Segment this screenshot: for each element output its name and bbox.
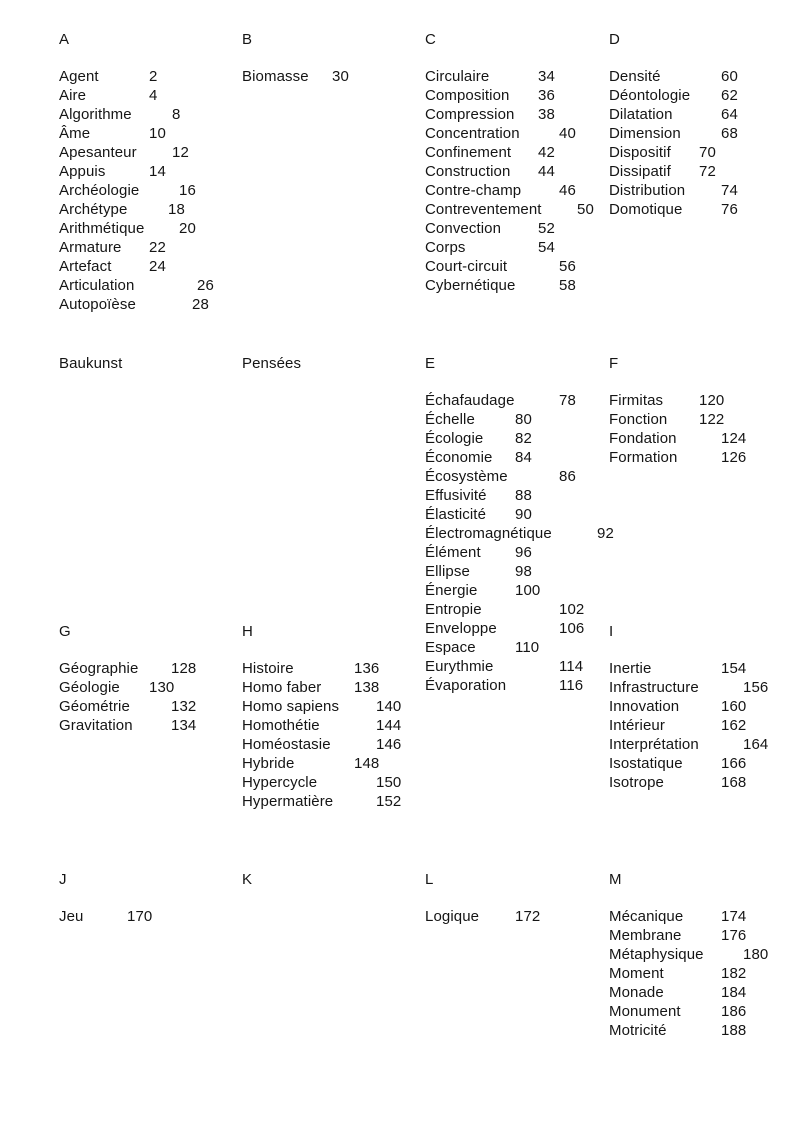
entry-term: Archétype — [59, 201, 128, 218]
entry-page-number: 100 — [515, 582, 541, 599]
entry-page-number: 166 — [721, 755, 747, 772]
index-entry — [242, 659, 380, 678]
entry-page-number: 132 — [171, 698, 197, 715]
entry-page-number: 160 — [721, 698, 747, 715]
entry-page-number: 150 — [376, 774, 402, 791]
entry-page-number: 52 — [538, 220, 555, 237]
entry-page-number: 38 — [538, 106, 555, 123]
entry-term: Isostatique — [609, 755, 683, 772]
index-entry — [242, 773, 402, 792]
index-entry — [425, 524, 614, 543]
entry-term: Appuis — [59, 163, 106, 180]
entry-term: Eurythmie — [425, 658, 494, 675]
index-entry — [59, 67, 158, 86]
index-entry — [609, 143, 716, 162]
index-entry — [425, 486, 552, 505]
index-entry — [59, 219, 196, 238]
entry-page-number: 40 — [559, 125, 576, 142]
entry-list — [609, 907, 769, 1040]
entry-term: Jeu — [59, 908, 84, 925]
entry-page-number: 8 — [172, 106, 181, 123]
entry-page-number: 86 — [559, 468, 576, 485]
entry-page-number: 174 — [721, 908, 747, 925]
index-entry — [609, 697, 747, 716]
entry-page-number: 20 — [179, 220, 196, 237]
entry-term: Contre-champ — [425, 182, 522, 199]
index-entry — [609, 983, 747, 1002]
index-entry — [425, 657, 584, 676]
entry-page-number: 80 — [515, 411, 532, 428]
entry-term: Échafaudage — [425, 392, 515, 409]
index-entry — [425, 124, 576, 143]
entry-term: Élément — [425, 544, 481, 561]
entry-page-number: 128 — [171, 660, 197, 677]
index-entry — [59, 659, 197, 678]
entry-term: Court-circuit — [425, 258, 508, 275]
entry-term: Ellipse — [425, 563, 470, 580]
entry-page-number: 116 — [559, 677, 584, 694]
entry-term: Infrastructure — [609, 679, 699, 696]
index-entry — [609, 907, 747, 926]
entry-page-number: 124 — [721, 430, 747, 447]
section-heading: L — [425, 871, 434, 888]
index-entry — [425, 391, 576, 410]
entry-page-number: 130 — [149, 679, 175, 696]
index-entry — [242, 697, 402, 716]
section-heading: B — [242, 31, 253, 48]
entry-term: Économie — [425, 449, 493, 466]
index-entry — [425, 238, 555, 257]
entry-page-number: 114 — [559, 658, 584, 675]
index-entry — [609, 1021, 747, 1040]
entry-term: Logique — [425, 908, 480, 925]
index-entry — [609, 105, 738, 124]
entry-term: Gravitation — [59, 717, 133, 734]
entry-term: Concentration — [425, 125, 520, 142]
entry-term: Biomasse — [242, 68, 309, 85]
entry-page-number: 180 — [743, 946, 769, 963]
entry-term: Densité — [609, 68, 661, 85]
index-entry — [609, 391, 725, 410]
entry-term: Échelle — [425, 411, 475, 428]
entry-term: Hypermatière — [242, 793, 334, 810]
entry-page-number: 4 — [149, 87, 158, 104]
entry-page-number: 64 — [721, 106, 738, 123]
index-entry — [609, 86, 738, 105]
entry-term: Dispositif — [609, 144, 671, 161]
entry-page-number: 106 — [559, 620, 585, 637]
index-entry — [59, 907, 153, 926]
entry-page-number: 188 — [721, 1022, 747, 1039]
entry-page-number: 182 — [721, 965, 747, 982]
entry-term: Énergie — [425, 582, 478, 599]
index-entry — [425, 276, 576, 295]
index-entry — [609, 410, 725, 429]
index-entry — [425, 907, 541, 926]
index-entry — [425, 429, 552, 448]
entry-page-number: 76 — [721, 201, 738, 218]
index-entry — [425, 619, 585, 638]
index-entry — [609, 716, 747, 735]
entry-list — [609, 391, 747, 467]
entry-term: Corps — [425, 239, 466, 256]
entry-term: Agent — [59, 68, 99, 85]
entry-page-number: 44 — [538, 163, 555, 180]
entry-list — [59, 67, 214, 314]
section-heading: E — [425, 355, 436, 372]
index-entry — [609, 200, 738, 219]
entry-term: Contreventement — [425, 201, 542, 218]
entry-term: Cybernétique — [425, 277, 516, 294]
index-entry — [59, 181, 196, 200]
entry-term: Isotrope — [609, 774, 664, 791]
index-entry — [425, 543, 552, 562]
entry-page-number: 2 — [149, 68, 158, 85]
entry-term: Distribution — [609, 182, 686, 199]
entry-page-number: 126 — [721, 449, 747, 466]
entry-term: Inertie — [609, 660, 652, 677]
entry-page-number: 62 — [721, 87, 738, 104]
entry-term: Articulation — [59, 277, 135, 294]
entry-list — [609, 659, 769, 792]
entry-page-number: 34 — [538, 68, 555, 85]
entry-term: Homo faber — [242, 679, 322, 696]
index-entry — [425, 257, 576, 276]
entry-term: Évaporation — [425, 677, 507, 694]
entry-term: Dilatation — [609, 106, 673, 123]
entry-list — [59, 659, 197, 735]
entry-page-number: 186 — [721, 1003, 747, 1020]
entry-list — [425, 391, 614, 695]
entry-term: Apesanteur — [59, 144, 137, 161]
entry-term: Âme — [59, 125, 91, 142]
entry-page-number: 68 — [721, 125, 738, 142]
section-heading: A — [59, 31, 70, 48]
entry-term: Hybride — [242, 755, 295, 772]
index-entry — [242, 678, 380, 697]
index-entry — [425, 581, 552, 600]
entry-term: Monument — [609, 1003, 681, 1020]
index-entry — [242, 67, 349, 86]
entry-page-number: 92 — [597, 525, 614, 542]
index-entry — [425, 562, 552, 581]
entry-term: Écosystème — [425, 468, 508, 485]
entry-term: Armature — [59, 239, 122, 256]
entry-term: Autopoïèse — [59, 296, 136, 313]
entry-term: Dimension — [609, 125, 681, 142]
entry-page-number: 136 — [354, 660, 380, 677]
entry-term: Firmitas — [609, 392, 664, 409]
index-entry — [425, 448, 552, 467]
entry-list — [425, 907, 541, 926]
entry-term: Convection — [425, 220, 502, 237]
entry-page-number: 42 — [538, 144, 555, 161]
entry-term: Homéostasie — [242, 736, 331, 753]
index-entry — [59, 678, 175, 697]
index-entry — [609, 67, 738, 86]
section-heading: M — [609, 871, 622, 888]
index-entry — [59, 143, 189, 162]
entry-term: Fondation — [609, 430, 677, 447]
index-entry — [425, 467, 576, 486]
entry-term: Histoire — [242, 660, 294, 677]
index-entry — [609, 754, 747, 773]
section-heading: G — [59, 623, 71, 640]
entry-page-number: 152 — [376, 793, 402, 810]
entry-page-number: 156 — [743, 679, 769, 696]
section-heading: K — [242, 871, 253, 888]
entry-page-number: 82 — [515, 430, 532, 447]
entry-list — [609, 67, 738, 219]
entry-page-number: 170 — [127, 908, 153, 925]
section-heading: D — [609, 31, 620, 48]
index-entry — [59, 162, 166, 181]
entry-term: Algorithme — [59, 106, 132, 123]
entry-page-number: 18 — [168, 201, 185, 218]
index-entry — [425, 505, 552, 524]
entry-page-number: 88 — [515, 487, 532, 504]
entry-term: Élasticité — [425, 506, 487, 523]
entry-page-number: 184 — [721, 984, 747, 1001]
entry-page-number: 154 — [721, 660, 747, 677]
section-heading: F — [609, 355, 619, 372]
index-entry — [609, 773, 747, 792]
entry-term: Entropie — [425, 601, 482, 618]
index-entry — [242, 716, 402, 735]
entry-page-number: 110 — [515, 639, 540, 656]
index-entry — [609, 162, 716, 181]
index-entry — [609, 181, 738, 200]
entry-term: Intérieur — [609, 717, 665, 734]
entry-page-number: 144 — [376, 717, 402, 734]
section-heading: Pensées — [242, 355, 302, 372]
entry-term: Métaphysique — [609, 946, 704, 963]
entry-page-number: 50 — [577, 201, 594, 218]
entry-page-number: 146 — [376, 736, 402, 753]
index-entry — [425, 86, 555, 105]
entry-page-number: 70 — [699, 144, 716, 161]
section-heading: C — [425, 31, 436, 48]
entry-page-number: 74 — [721, 182, 738, 199]
entry-list — [242, 659, 402, 811]
index-entry — [609, 448, 747, 467]
index-entry — [59, 86, 158, 105]
index-entry — [609, 124, 738, 143]
entry-term: Monade — [609, 984, 664, 1001]
index-entry — [425, 105, 555, 124]
index-entry — [59, 238, 166, 257]
entry-term: Arithmétique — [59, 220, 145, 237]
entry-term: Motricité — [609, 1022, 667, 1039]
entry-page-number: 120 — [699, 392, 725, 409]
entry-page-number: 72 — [699, 163, 716, 180]
entry-term: Confinement — [425, 144, 512, 161]
entry-term: Domotique — [609, 201, 683, 218]
entry-page-number: 138 — [354, 679, 380, 696]
entry-term: Construction — [425, 163, 511, 180]
entry-term: Enveloppe — [425, 620, 497, 637]
index-entry — [242, 754, 380, 773]
entry-term: Déontologie — [609, 87, 691, 104]
entry-term: Géographie — [59, 660, 139, 677]
section-heading: H — [242, 623, 253, 640]
entry-term: Géométrie — [59, 698, 130, 715]
entry-page-number: 54 — [538, 239, 555, 256]
entry-page-number: 78 — [559, 392, 576, 409]
entry-term: Effusivité — [425, 487, 487, 504]
entry-page-number: 60 — [721, 68, 738, 85]
index-entry — [425, 181, 576, 200]
index-entry — [609, 926, 747, 945]
index-entry — [59, 295, 209, 314]
entry-term: Interprétation — [609, 736, 699, 753]
index-entry — [242, 792, 402, 811]
entry-page-number: 36 — [538, 87, 555, 104]
index-entry — [425, 143, 555, 162]
entry-page-number: 122 — [699, 411, 725, 428]
index-entry — [425, 410, 552, 429]
entry-page-number: 14 — [149, 163, 166, 180]
entry-page-number: 10 — [149, 125, 166, 142]
entry-term: Innovation — [609, 698, 680, 715]
index-entry — [425, 638, 552, 657]
entry-term: Aire — [59, 87, 87, 104]
entry-page-number: 102 — [559, 601, 585, 618]
index-entry — [609, 659, 747, 678]
entry-page-number: 172 — [515, 908, 541, 925]
entry-term: Archéologie — [59, 182, 140, 199]
entry-page-number: 12 — [172, 144, 189, 161]
entry-term: Hypercycle — [242, 774, 318, 791]
entry-page-number: 56 — [559, 258, 576, 275]
index-entry — [59, 276, 214, 295]
index-entry — [242, 735, 402, 754]
index-entry — [59, 716, 197, 735]
entry-page-number: 140 — [376, 698, 402, 715]
index-entry — [609, 735, 769, 754]
index-entry — [59, 257, 166, 276]
index-entry — [609, 429, 747, 448]
entry-term: Écologie — [425, 430, 484, 447]
index-entry — [59, 697, 197, 716]
entry-list — [242, 67, 349, 86]
entry-page-number: 22 — [149, 239, 166, 256]
entry-term: Dissipatif — [609, 163, 671, 180]
section-heading: Baukunst — [59, 355, 123, 372]
entry-page-number: 90 — [515, 506, 532, 523]
entry-page-number: 58 — [559, 277, 576, 294]
entry-page-number: 176 — [721, 927, 747, 944]
entry-term: Formation — [609, 449, 678, 466]
entry-page-number: 168 — [721, 774, 747, 791]
index-entry — [59, 200, 185, 219]
entry-page-number: 148 — [354, 755, 380, 772]
entry-list — [59, 907, 153, 926]
index-entry — [609, 964, 747, 983]
index-entry — [425, 67, 555, 86]
entry-term: Compression — [425, 106, 515, 123]
entry-list — [425, 67, 594, 295]
entry-term: Homothétie — [242, 717, 320, 734]
index-entry — [425, 600, 585, 619]
entry-page-number: 134 — [171, 717, 197, 734]
entry-page-number: 98 — [515, 563, 532, 580]
entry-page-number: 16 — [179, 182, 196, 199]
index-entry — [59, 124, 166, 143]
entry-term: Espace — [425, 639, 476, 656]
index-entry — [609, 945, 769, 964]
entry-page-number: 162 — [721, 717, 747, 734]
entry-page-number: 28 — [192, 296, 209, 313]
index-entry — [425, 200, 594, 219]
entry-page-number: 24 — [149, 258, 166, 275]
index-entry — [425, 162, 555, 181]
entry-term: Moment — [609, 965, 664, 982]
entry-page-number: 30 — [332, 68, 349, 85]
entry-term: Membrane — [609, 927, 682, 944]
entry-page-number: 46 — [559, 182, 576, 199]
index-entry — [59, 105, 181, 124]
index-entry — [425, 219, 555, 238]
index-entry — [609, 678, 769, 697]
section-heading: J — [59, 871, 67, 888]
index-entry — [609, 1002, 747, 1021]
entry-term: Fonction — [609, 411, 668, 428]
index-entry — [425, 676, 584, 695]
entry-term: Homo sapiens — [242, 698, 340, 715]
entry-page-number: 164 — [743, 736, 769, 753]
entry-page-number: 84 — [515, 449, 532, 466]
entry-term: Composition — [425, 87, 510, 104]
entry-term: Géologie — [59, 679, 120, 696]
section-heading: I — [609, 623, 614, 640]
entry-term: Électromagnétique — [425, 525, 552, 542]
entry-page-number: 96 — [515, 544, 532, 561]
entry-page-number: 26 — [197, 277, 214, 294]
entry-term: Mécanique — [609, 908, 684, 925]
entry-term: Circulaire — [425, 68, 490, 85]
entry-term: Artefact — [59, 258, 112, 275]
